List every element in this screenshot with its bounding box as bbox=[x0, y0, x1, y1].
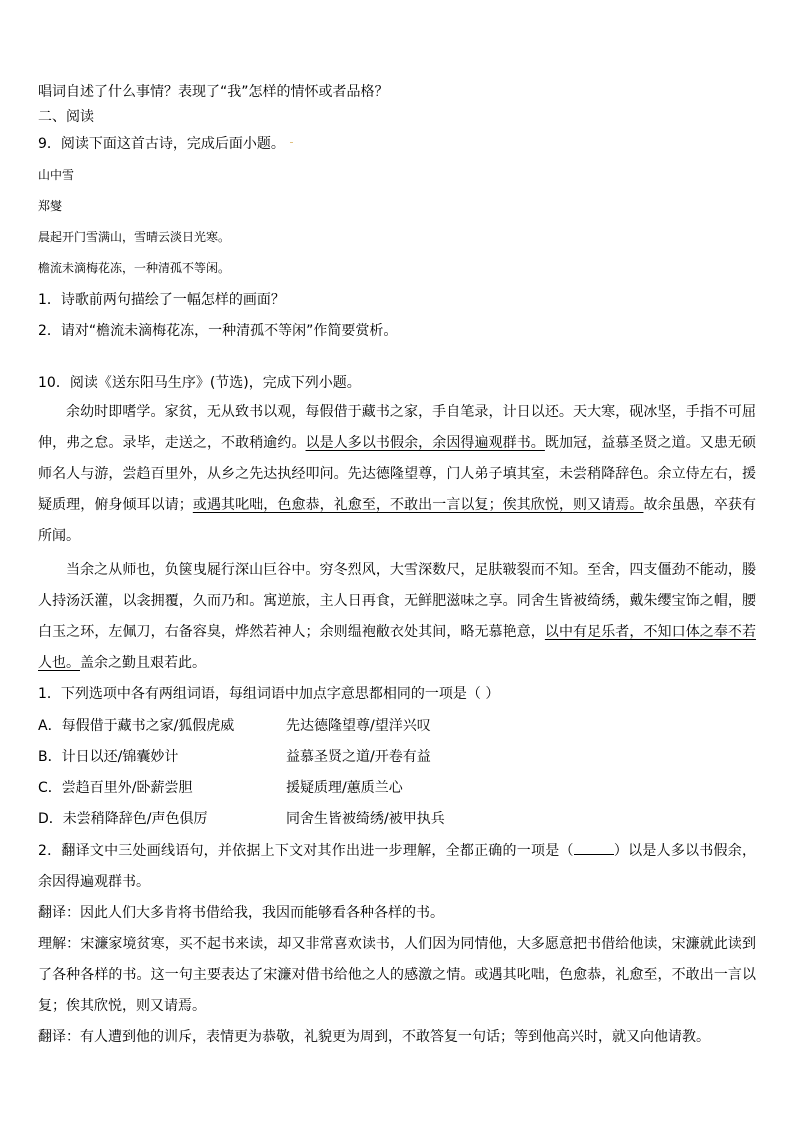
option-a-left: A．每假借于藏书之家/狐假虎威 bbox=[38, 718, 235, 734]
passage-paragraph-2 bbox=[38, 555, 756, 679]
option-c bbox=[38, 778, 403, 798]
intro-question: 唱词自述了什么事情？表现了“我”怎样的情怀或者品格？ bbox=[38, 84, 389, 100]
option-c-left: C．尝趋百里外/卧薪尝胆 bbox=[38, 780, 193, 796]
underlined-sentence-1: 以是人多以书假余，余因得遍观群书。 bbox=[305, 435, 545, 451]
option-a bbox=[38, 716, 431, 736]
passage-text: 盖余之勤且艰若此。 bbox=[80, 655, 206, 671]
poem-author: 郑燮 bbox=[38, 199, 63, 213]
option-d-right: 同舍生皆被绮绣/被甲执兵 bbox=[286, 811, 445, 827]
answer-blank[interactable] bbox=[574, 840, 614, 855]
passage-text: 余幼时即嗜学。家贫，无从致书以观，每假借于藏书之家，手自笔录，计日以还。天大寒，砚冰坚，手指不可屈伸，弗之怠。录毕，走送之，不敢稍逾约。 bbox=[38, 404, 756, 451]
underlined-sentence-3: 以中有足乐者，不知口体之奉不若人也。 bbox=[38, 624, 757, 671]
poem-title: 山中雪 bbox=[38, 168, 75, 182]
poem-line: 檐流未滴梅花冻，一种清孤不等闲。 bbox=[38, 261, 231, 275]
q10-sub2: 2．翻译文中三处画线语句，并依据上下文对其作出进一步理解，全都正确的一项是（ ）以是人多以书假余，余因得遍观群书。 bbox=[38, 836, 756, 898]
option-a-right: 先达德隆望尊/望洋兴叹 bbox=[286, 718, 431, 734]
option-d-left: D．未尝稍降辞色/声色俱厉 bbox=[38, 811, 208, 827]
passage-text: 当余之从师也，负箧曳屣行深山巨谷中。穷冬烈风，大雪深数尺，足肤皲裂而不知。至舍，四支僵劲不能动，媵人持汤沃灌，以衾拥覆，久而乃和。寓逆旅，主人日再食，无鲜肥滋味之享。同舍生皆被绮绣，戴朱缨宝饰之帽，腰白玉之环，左佩刀，右备容臭，烨然若神人；余则缊袍敝衣处其间，略无慕艳意， bbox=[38, 562, 756, 640]
q10-sub1: 1．下列选项中各有两组词语，每组词语中加点字意思都相同的一项是（ ） bbox=[38, 686, 500, 702]
understanding: 理解：宋濂家境贫寒，买不起书来读，却又非常喜欢读书，人们因为同情他，大多愿意把书借给他读，宋濂就此读到了各种各样的书。这一句主要表达了宋濂对借书给他之人的感激之情。或遇其叱咄，色愈恭，礼愈至，不敢出一言以复；俟其欣悦，则又请焉。 bbox=[38, 936, 756, 1014]
section-heading: 二、阅读 bbox=[38, 109, 94, 125]
poem-line: 晨起开门雪满山，雪晴云淡日光寒。 bbox=[38, 230, 231, 244]
passage-paragraph-1 bbox=[38, 397, 756, 552]
q9-title: 9．阅读下面这首古诗，完成后面小题。 bbox=[38, 136, 285, 152]
translation-1: 翻译：因此人们大多肯将书借给我，我因而能够看各种各样的书。 bbox=[38, 905, 444, 921]
option-d bbox=[38, 809, 445, 829]
translation-2: 翻译：有人遭到他的训斥，表情更为恭敬，礼貌更为周到，不敢答复一句话；等到他高兴时，就又向他请教。 bbox=[38, 1029, 710, 1045]
option-b-left: B．计日以还/锦囊妙计 bbox=[38, 749, 179, 765]
option-b-right: 益慕圣贤之道/开卷有益 bbox=[286, 749, 431, 765]
option-c-right: 援疑质理/蕙质兰心 bbox=[286, 780, 403, 796]
q10-title: 10．阅读《送东阳马生序》(节选)，完成下列小题。 bbox=[38, 375, 361, 391]
stray-mark bbox=[290, 142, 293, 143]
option-b bbox=[38, 747, 431, 767]
q9-sub2: 2．请对“檐流未滴梅花冻，一种清孤不等闲”作简要赏析。 bbox=[38, 323, 398, 339]
underlined-sentence-2: 或遇其叱咄，色愈恭，礼愈至，不敢出一言以复；俟其欣悦，则又请焉。 bbox=[192, 497, 644, 513]
passage-text: 故余虽愚，卒获有所闻。 bbox=[38, 497, 757, 544]
passage-text: 既加冠，益慕圣贤之道。又患无硕师名人与游，尝趋百里外，从乡之先达执经叩问。先达德隆望尊，门人弟子填其室，未尝稍降辞色。余立侍左右，援疑质理，俯身倾耳以请； bbox=[38, 435, 757, 513]
q9-sub1: 1．诗歌前两句描绘了一幅怎样的画面？ bbox=[38, 292, 285, 308]
